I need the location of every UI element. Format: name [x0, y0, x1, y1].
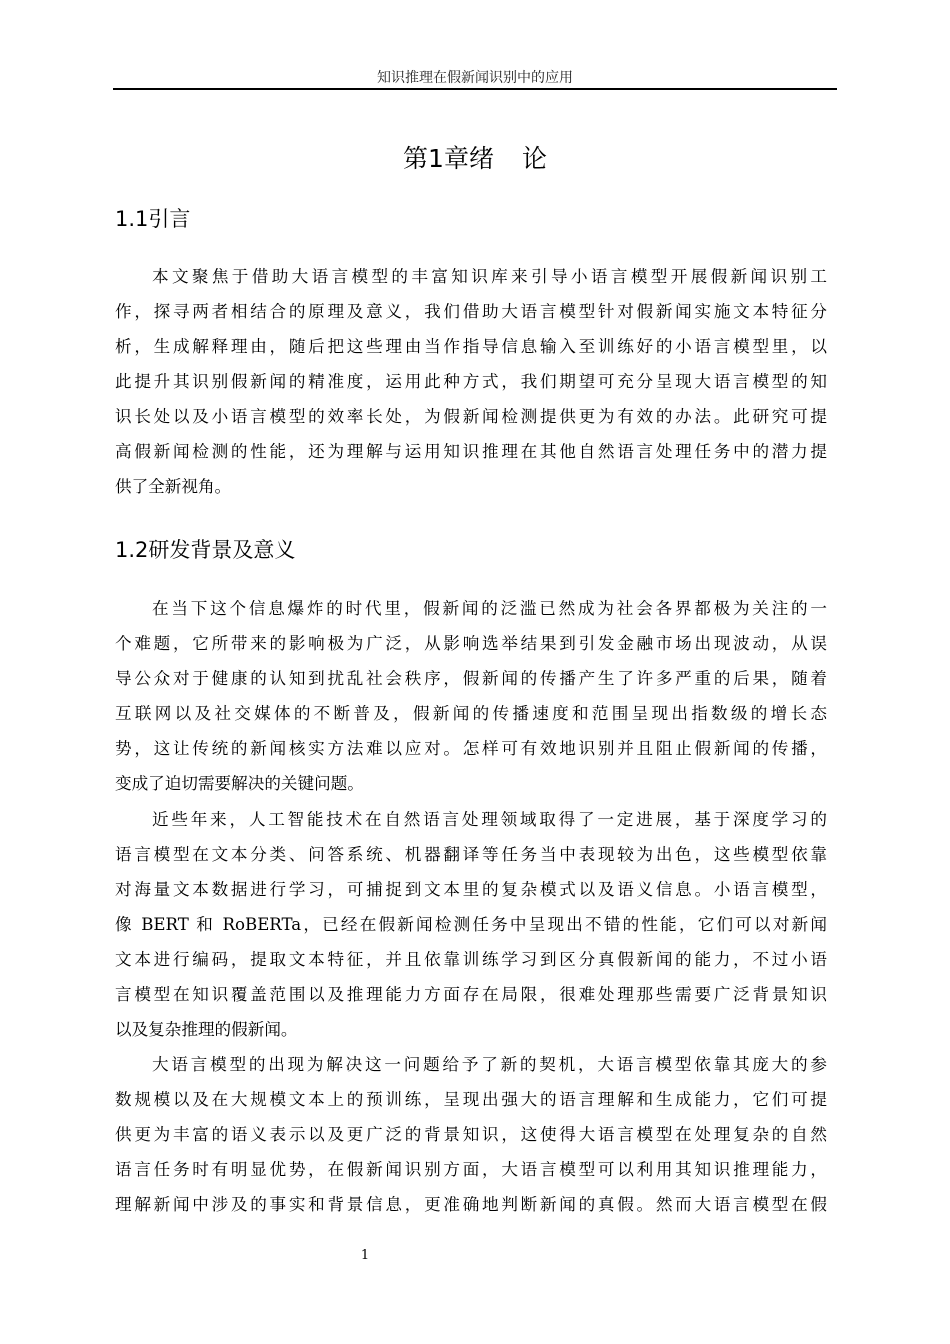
text-line: 识长处以及小语言模型的效率长处，为假新闻检测提供更为有效的办法。此研究可提 — [115, 407, 827, 426]
text-line: 个难题，它所带来的影响极为广泛，从影响选举结果到引发金融市场出现波动，从误 — [115, 634, 827, 653]
text-line: 变成了迫切需要解决的关键问题。 — [115, 774, 364, 793]
chapter-prefix: 第 — [403, 144, 429, 173]
text-line: 近些年来，人工智能技术在自然语言处理领域取得了一定进展，基于深度学习的 — [152, 810, 827, 829]
text-line: 理解新闻中涉及的事实和背景信息，更准确地判断新闻的真假。然而大语言模型在假 — [115, 1195, 827, 1214]
text-line: 供更为丰富的语义表示以及更广泛的背景知识，这使得大语言模型在处理复杂的自然 — [115, 1125, 827, 1144]
text-line: 语言模型在文本分类、问答系统、机器翻译等任务当中表现较为出色，这些模型依靠 — [115, 845, 827, 864]
text-line: 数规模以及在大规模文本上的预训练，呈现出强大的语言理解和生成能力，它们可提 — [115, 1090, 827, 1109]
chapter-number: 1 — [428, 144, 444, 173]
text-line: 势，这让传统的新闻核实方法难以应对。怎样可有效地识别并且阻止假新闻的传播， — [115, 739, 827, 758]
chapter-title-part-b: 论 — [521, 144, 547, 173]
section-heading-1-1: 1.1引言 — [115, 207, 191, 231]
text-line: 析，生成解释理由，随后把这些理由当作指导信息输入至训练好的小语言模型里，以 — [115, 337, 827, 356]
page-number: 1 — [360, 1248, 370, 1263]
text-line: 言模型在知识覆盖范围以及推理能力方面存在局限，很难处理那些需要广泛背景知识 — [115, 985, 827, 1004]
text-line: 在当下这个信息爆炸的时代里，假新闻的泛滥已然成为社会各界都极为关注的一 — [152, 599, 827, 618]
text-line: 此提升其识别假新闻的精准度，运用此种方式，我们期望可充分呈现大语言模型的知 — [115, 372, 827, 391]
chapter-title — [113, 143, 837, 175]
chapter-suffix: 章 — [443, 144, 469, 173]
text-line: 文本进行编码，提取文本特征，并且依靠训练学习到区分真假新闻的能力，不过小语 — [115, 950, 827, 969]
chapter-title-part-a: 绪 — [468, 144, 494, 173]
running-header-title: 知识推理在假新闻识别中的应用 — [377, 70, 573, 86]
text-line: 导公众对于健康的认知到扰乱社会秩序，假新闻的传播产生了许多严重的后果，随着 — [115, 669, 827, 688]
header-divider — [113, 88, 837, 90]
text-line: 大语言模型的出现为解决这一问题给予了新的契机，大语言模型依靠其庞大的参 — [152, 1055, 827, 1074]
section-heading-1-2: 1.2研发背景及意义 — [115, 538, 296, 562]
text-line: 作，探寻两者相结合的原理及意义，我们借助大语言模型针对假新闻实施文本特征分 — [115, 302, 827, 321]
text-line: 本文聚焦于借助大语言模型的丰富知识库来引导小语言模型开展假新闻识别工 — [152, 267, 827, 286]
text-line: 互联网以及社交媒体的不断普及，假新闻的传播速度和范围呈现出指数级的增长态 — [115, 704, 827, 723]
text-line: 供了全新视角。 — [115, 477, 232, 496]
text-line: 语言任务时有明显优势，在假新闻识别方面，大语言模型可以利用其知识推理能力， — [115, 1160, 827, 1179]
text-line: 高假新闻检测的性能，还为理解与运用知识推理在其他自然语言处理任务中的潜力提 — [115, 442, 827, 461]
text-line: 以及复杂推理的假新闻。 — [115, 1020, 298, 1039]
text-line: 对海量文本数据进行学习，可捕捉到文本里的复杂模式以及语义信息。小语言模型， — [115, 880, 827, 899]
text-line: 像 BERT 和 RoBERTa，已经在假新闻检测任务中呈现出不错的性能，它们可以对新闻 — [115, 915, 827, 934]
